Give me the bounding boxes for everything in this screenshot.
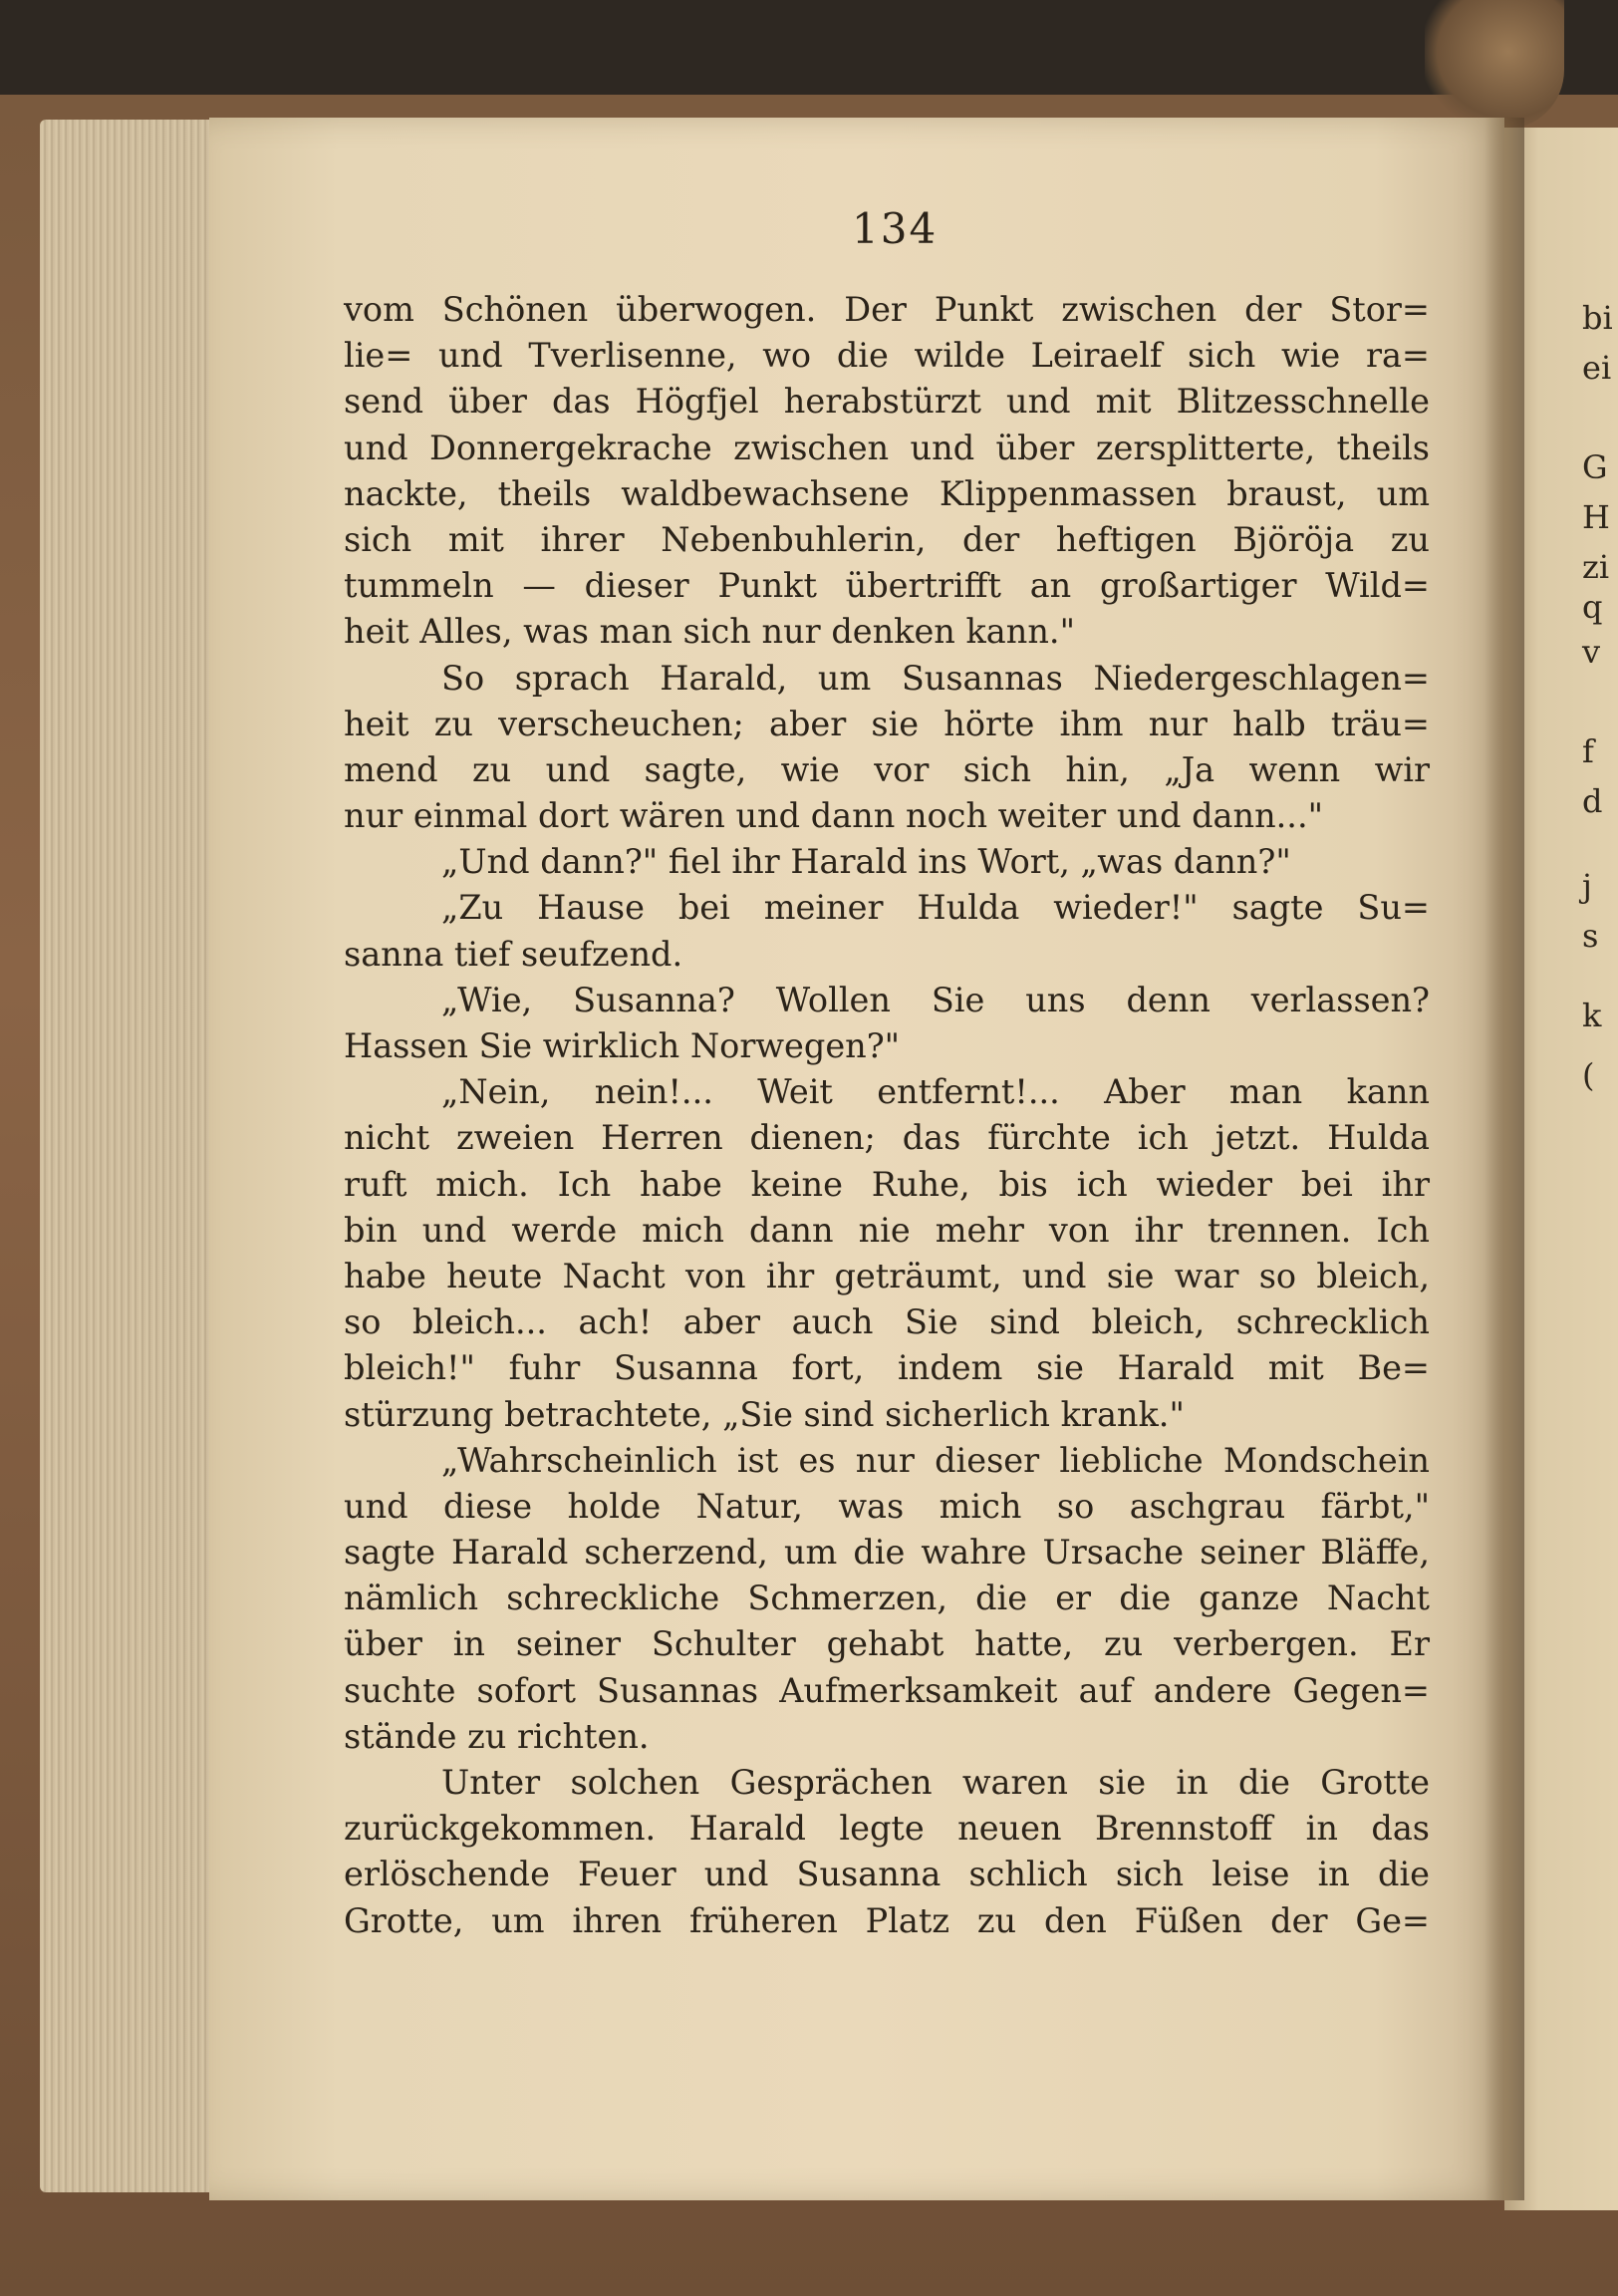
text-line: zurückgekommen. Harald legte neuen Brennstoff in das <box>344 1809 1430 1849</box>
text-line: „Wie, Susanna? Wollen Sie uns denn verlassen? <box>441 980 1430 1019</box>
adjacent-page-fragment: k <box>1582 997 1602 1034</box>
text-line: bleich!" fuhr Susanna fort, indem sie Harald mit Be= <box>344 1348 1430 1388</box>
page-text <box>344 287 1430 1944</box>
text-line: So sprach Harald, um Susannas Niedergeschlagen= <box>441 658 1430 698</box>
text-line: über in seiner Schulter gehabt hatte, zu verbergen. Er <box>344 1624 1430 1664</box>
text-line: „Und dann?" fiel ihr Harald ins Wort, „was dann?" <box>441 842 1291 882</box>
text-line: erlöschende Feuer und Susanna schlich sich leise in die <box>344 1855 1430 1894</box>
text-line: tummeln — dieser Punkt übertrifft an großartiger Wild= <box>344 566 1430 606</box>
text-line: sanna tief seufzend. <box>344 934 683 974</box>
adjacent-page-fragment: j <box>1582 867 1592 905</box>
text-line: „Nein, nein!... Weit entfernt!... Aber man kann <box>441 1072 1430 1112</box>
text-line: stürzung betrachtete, „Sie sind sicherlich krank." <box>344 1394 1185 1434</box>
text-line: vom Schönen überwogen. Der Punkt zwischen der Stor= <box>344 290 1430 329</box>
text-line: mend zu und sagte, wie vor sich hin, „Ja wenn wir <box>344 749 1430 789</box>
adjacent-page-fragment: v <box>1582 633 1601 671</box>
book-clasp <box>1425 0 1564 130</box>
text-line: Hassen Sie wirklich Norwegen?" <box>344 1026 901 1065</box>
adjacent-page-fragment: bi <box>1582 299 1613 337</box>
text-line: und diese holde Natur, was mich so aschgrau färbt," <box>344 1486 1430 1526</box>
text-line: sagte Harald scherzend, um die wahre Ursache seiner Bläffe, <box>344 1533 1430 1573</box>
adjacent-page-fragment: f <box>1582 732 1594 770</box>
text-line: heit Alles, was man sich nur denken kann." <box>344 612 1075 652</box>
text-line: stände zu richten. <box>344 1716 650 1756</box>
text-line: und Donnergekrache zwischen und über zersplitterte, theils <box>344 428 1430 467</box>
text-line: nämlich schreckliche Schmerzen, die er die ganze Nacht <box>344 1578 1430 1618</box>
adjacent-page-fragment: s <box>1582 917 1599 955</box>
page-gutter <box>1484 118 1524 2200</box>
text-line: so bleich... ach! aber auch Sie sind bleich, schrecklich <box>344 1302 1430 1342</box>
text-line: Grotte, um ihren früheren Platz zu den Füßen der Ge= <box>344 1900 1430 1940</box>
text-line: heit zu verscheuchen; aber sie hörte ihm nur halb träu= <box>344 704 1430 743</box>
text-line: ruft mich. Ich habe keine Ruhe, bis ich wieder bei ihr <box>344 1164 1430 1204</box>
text-line: nur einmal dort wären und dann noch weiter und dann..." <box>344 796 1323 836</box>
text-line: sich mit ihrer Nebenbuhlerin, der heftigen Björöja zu <box>344 519 1430 559</box>
text-line: habe heute Nacht von ihr geträumt, und sie war so bleich, <box>344 1256 1430 1295</box>
text-line: Unter solchen Gesprächen waren sie in die Grotte <box>441 1763 1430 1802</box>
text-line: „Zu Hause bei meiner Hulda wieder!" sagte Su= <box>441 888 1430 928</box>
text-line: „Wahrscheinlich ist es nur dieser liebliche Mondschein <box>441 1440 1430 1480</box>
text-line: nackte, theils waldbewachsene Klippenmassen braust, um <box>344 473 1430 513</box>
adjacent-page-fragment: zi <box>1582 548 1610 586</box>
adjacent-page-fragment: d <box>1582 782 1603 820</box>
text-line: send über das Högfjel herabstürzt und mit Blitzesschnelle <box>344 382 1430 422</box>
page-edges <box>40 120 229 2192</box>
adjacent-page-fragment: ei <box>1582 349 1612 387</box>
text-line: bin und werde mich dann nie mehr von ihr trennen. Ich <box>344 1210 1430 1250</box>
adjacent-page-fragment: q <box>1582 588 1603 626</box>
text-line: lie= und Tverlisenne, wo die wilde Leiraelf sich wie ra= <box>344 336 1430 376</box>
text-line: suchte sofort Susannas Aufmerksamkeit auf andere Gegen= <box>344 1670 1430 1710</box>
background-dark <box>0 0 1618 110</box>
adjacent-page-fragment: G <box>1582 448 1608 486</box>
page-number: 134 <box>852 204 939 253</box>
adjacent-page-fragment: H <box>1582 498 1610 536</box>
text-line: nicht zweien Herren dienen; das fürchte ich jetzt. Hulda <box>344 1118 1430 1158</box>
adjacent-page-fragment: ( <box>1582 1056 1595 1094</box>
